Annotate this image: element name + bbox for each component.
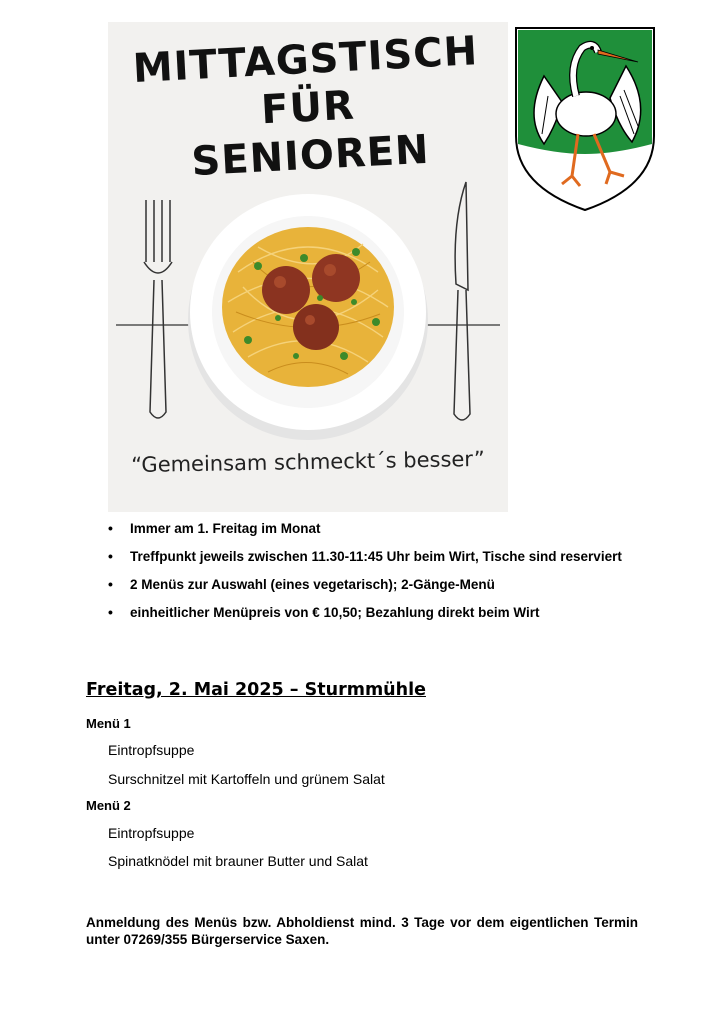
- info-item: • Treffpunkt jeweils zwischen 11.30-11:45 Uhr beim Wirt, Tische sind reserviert: [108, 548, 638, 565]
- menu-2-course-1: Eintropfsuppe: [108, 825, 195, 841]
- poster-title-line: FÜR: [260, 82, 356, 134]
- menu-1-course-1: Eintropfsuppe: [108, 742, 195, 758]
- poster-slogan: “Gemeinsam schmeckt´s besser”: [131, 446, 485, 478]
- info-item: • Immer am 1. Freitag im Monat: [108, 520, 638, 537]
- poster-image: [108, 22, 508, 512]
- info-item: • einheitlicher Menüpreis von € 10,50; Bezahlung direkt beim Wirt: [108, 604, 638, 621]
- registration-note: Anmeldung des Menüs bzw. Abholdienst mind. 3 Tage vor dem eigentlichen Termin unter 07269/355 Bürgerservice Saxen.: [86, 915, 638, 947]
- poster-title: [105, 26, 512, 191]
- event-heading: Freitag, 2. Mai 2025 – Sturmmühle: [86, 680, 426, 700]
- poster-title-line: MITTAGSTISCH: [131, 28, 480, 93]
- info-list: [108, 520, 638, 632]
- menu-1-course-2: Surschnitzel mit Kartoffeln und grünem Salat: [108, 771, 385, 787]
- menu-2-title: Menü 2: [86, 798, 131, 813]
- stork-coat-of-arms-icon: [514, 26, 656, 212]
- menu-2-course-2: Spinatknödel mit brauner Butter und Salat: [108, 853, 368, 869]
- poster-title-line: SENIOREN: [190, 126, 431, 186]
- fork-icon: [144, 200, 172, 418]
- info-item: • 2 Menüs zur Auswahl (eines vegetarisch); 2-Gänge-Menü: [108, 576, 638, 593]
- menu-1-title: Menü 1: [86, 716, 131, 731]
- knife-icon: [454, 182, 470, 420]
